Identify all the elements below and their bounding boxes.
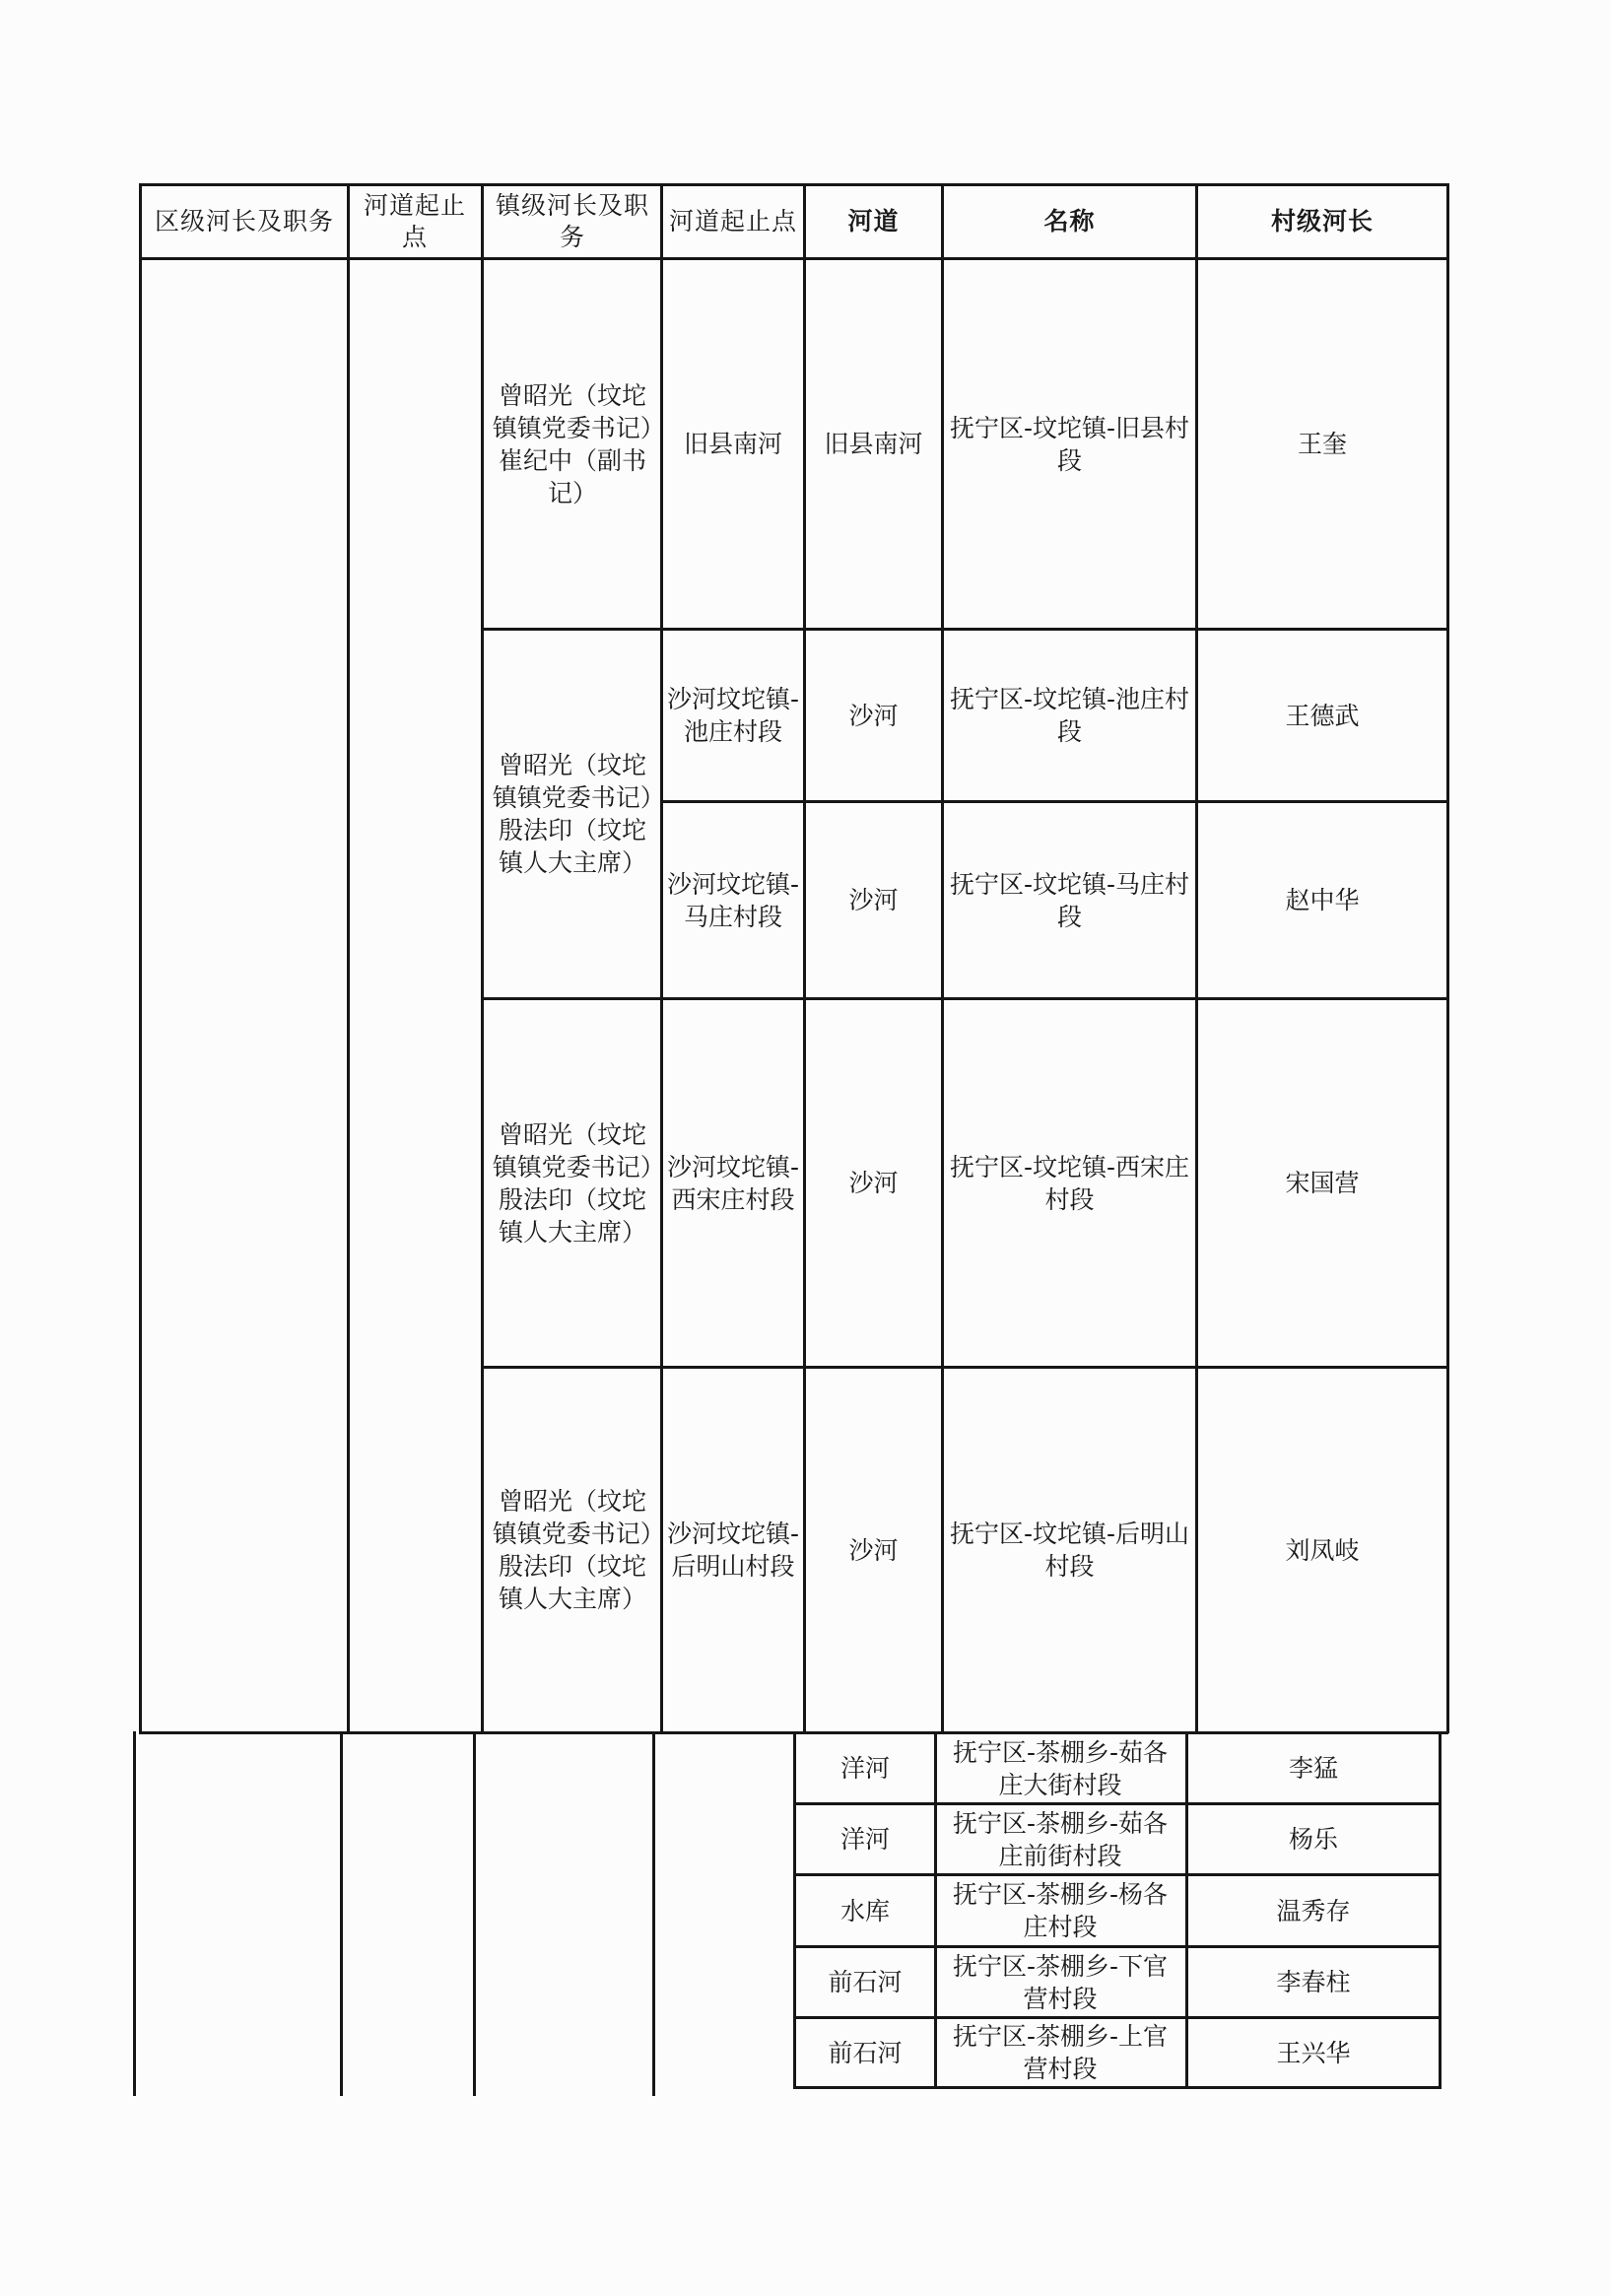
segment-cell: 沙河坟坨镇-西宋庄村段 <box>666 1152 800 1214</box>
header-river: 河道 <box>847 207 900 236</box>
grid-line <box>133 1731 136 2096</box>
name-cell: 抚宁区-坟坨镇-旧县村段 <box>949 413 1190 475</box>
river-cell: 沙河 <box>848 1535 899 1565</box>
header-district-chief: 区级河长及职务 <box>154 207 334 236</box>
segment-cell: 沙河坟坨镇-马庄村段 <box>666 869 800 931</box>
header-name: 名称 <box>1043 207 1096 236</box>
name-cell: 抚宁区-坟坨镇-马庄村段 <box>949 869 1190 931</box>
grid-line <box>347 183 350 1733</box>
river-cell: 洋河 <box>839 1754 890 1783</box>
river-cell: 前石河 <box>828 1968 903 1996</box>
name-cell: 抚宁区-坟坨镇-池庄村段 <box>949 685 1190 746</box>
river-cell: 沙河 <box>848 886 899 914</box>
segment-cell: 沙河坟坨镇-池庄村段 <box>666 685 800 746</box>
grid-line <box>340 1731 343 2096</box>
river-cell: 洋河 <box>839 1825 890 1854</box>
village-chief-cell: 刘凤岐 <box>1285 1535 1360 1565</box>
header-town-chief: 镇级河长及职务 <box>495 191 649 251</box>
name-cell: 抚宁区-茶棚乡-上官营村段 <box>952 2022 1169 2083</box>
header-village-chief: 村级河长 <box>1270 207 1374 236</box>
grid-line <box>793 2086 1442 2089</box>
village-chief-cell: 杨乐 <box>1288 1825 1338 1854</box>
village-chief-cell: 王兴华 <box>1276 2038 1351 2067</box>
river-cell: 旧县南河 <box>824 430 923 458</box>
name-cell: 抚宁区-茶棚乡-杨各庄村段 <box>952 1880 1169 1941</box>
grid-line <box>934 1731 937 2088</box>
segment-cell: 沙河坟坨镇-后明山村段 <box>666 1519 800 1581</box>
name-cell: 抚宁区-坟坨镇-后明山村段 <box>949 1519 1190 1581</box>
grid-line <box>481 183 484 1733</box>
village-chief-cell: 王奎 <box>1297 430 1347 458</box>
name-cell: 抚宁区-茶棚乡-茹各庄大街村段 <box>952 1737 1169 1799</box>
river-cell: 水库 <box>839 1896 890 1925</box>
header-river-range-2: 河道起止点 <box>668 207 797 236</box>
village-chief-cell: 王德武 <box>1285 701 1360 730</box>
name-cell: 抚宁区-茶棚乡-茹各庄前街村段 <box>952 1808 1169 1870</box>
village-chief-cell: 赵中华 <box>1285 886 1360 914</box>
grid-line <box>1446 183 1449 1733</box>
header-river-range: 河道起止点 <box>363 191 466 251</box>
grid-line <box>473 1731 476 2096</box>
town-chief-cell: 曾昭光（坟坨镇镇党委书记）殷法印（坟坨镇人大主席） <box>492 1487 653 1613</box>
river-cell: 沙河 <box>848 701 899 730</box>
grid-line <box>652 1731 655 2096</box>
grid-line <box>1439 1731 1442 2088</box>
village-chief-cell: 温秀存 <box>1276 1896 1351 1925</box>
grid-line <box>941 183 944 1733</box>
river-cell: 沙河 <box>848 1169 899 1197</box>
river-cell: 前石河 <box>828 2038 903 2067</box>
name-cell: 抚宁区-坟坨镇-西宋庄村段 <box>949 1152 1190 1214</box>
name-cell: 抚宁区-茶棚乡-下官营村段 <box>952 1951 1169 2013</box>
village-chief-cell: 李春柱 <box>1276 1968 1351 1996</box>
village-chief-cell: 李猛 <box>1288 1754 1338 1783</box>
grid-line <box>139 183 142 1733</box>
segment-cell: 旧县南河 <box>683 430 782 458</box>
village-chief-cell: 宋国营 <box>1285 1169 1360 1197</box>
town-chief-cell: 曾昭光（坟坨镇镇党委书记）崔纪中（副书记） <box>492 380 653 507</box>
town-chief-cell: 曾昭光（坟坨镇镇党委书记）殷法印（坟坨镇人大主席） <box>492 1119 653 1247</box>
town-chief-cell: 曾昭光（坟坨镇镇党委书记）殷法印（坟坨镇人大主席） <box>492 751 653 877</box>
